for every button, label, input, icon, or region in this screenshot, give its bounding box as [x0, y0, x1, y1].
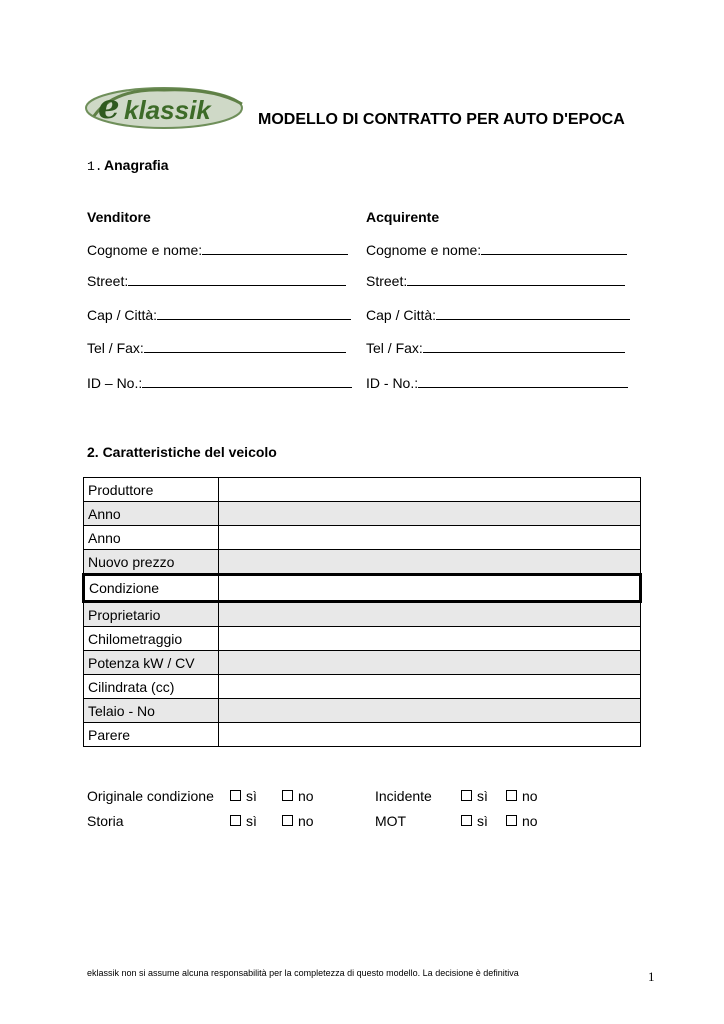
buyer-city-field[interactable]: Cap / Città:	[366, 307, 630, 323]
row-label: Anno	[84, 502, 219, 526]
row-value-cell[interactable]	[219, 526, 641, 550]
row-label: Chilometraggio	[84, 627, 219, 651]
originale-no-checkbox[interactable]: no	[282, 788, 314, 804]
row-value-cell[interactable]	[219, 575, 641, 602]
incidente-yes-checkbox[interactable]: sì	[461, 788, 488, 804]
checkbox-icon	[282, 815, 293, 826]
row-label: Parere	[84, 723, 219, 747]
buyer-id-field[interactable]: ID - No.:	[366, 375, 628, 391]
table-row	[84, 478, 641, 502]
checkbox-icon	[461, 790, 472, 801]
footer-disclaimer: eklassik non si assume alcuna responsabilità per la completezza di questo modello. La decisione è definitiva	[87, 968, 519, 978]
table-row	[84, 675, 641, 699]
row-value-cell[interactable]	[219, 651, 641, 675]
row-value-cell[interactable]	[219, 602, 641, 627]
checkbox-icon	[506, 790, 517, 801]
seller-name-field[interactable]: Cognome e nome:	[87, 242, 348, 258]
row-label: Anno	[84, 526, 219, 550]
storia-yes-checkbox[interactable]: sì	[230, 813, 257, 829]
row-label: Nuovo prezzo	[84, 550, 219, 575]
table-row-highlighted	[84, 575, 641, 602]
option-label-mot: MOT	[375, 813, 407, 829]
table-row	[84, 526, 641, 550]
row-value-cell[interactable]	[219, 627, 641, 651]
table-row	[84, 602, 641, 627]
table-row	[84, 651, 641, 675]
option-label-storia: Storia	[87, 813, 124, 829]
page-number: 1	[648, 969, 655, 984]
buyer-street-field[interactable]: Street:	[366, 273, 625, 289]
buyer-heading: Acquirente	[366, 209, 440, 225]
svg-text:klassik: klassik	[124, 95, 211, 125]
svg-text:e: e	[98, 87, 120, 127]
option-label-originale: Originale condizione	[87, 788, 214, 804]
row-value-cell[interactable]	[219, 723, 641, 747]
checkbox-icon	[461, 815, 472, 826]
row-label: Telaio - No	[84, 699, 219, 723]
option-label-incidente: Incidente	[375, 788, 432, 804]
seller-street-field[interactable]: Street:	[87, 273, 346, 289]
seller-city-field[interactable]: Cap / Città:	[87, 307, 351, 323]
row-value-cell[interactable]	[219, 699, 641, 723]
table-row	[84, 723, 641, 747]
mot-yes-checkbox[interactable]: sì	[461, 813, 488, 829]
table-row	[84, 502, 641, 526]
section-2-title: 2. Caratteristiche del veicolo	[87, 444, 277, 460]
buyer-tel-field[interactable]: Tel / Fax:	[366, 340, 625, 356]
seller-id-field[interactable]: ID – No.:	[87, 375, 352, 391]
row-value-cell[interactable]	[219, 502, 641, 526]
row-label: Condizione	[84, 575, 219, 602]
checkbox-icon	[282, 790, 293, 801]
row-label: Proprietario	[84, 602, 219, 627]
row-value-cell[interactable]	[219, 550, 641, 575]
section-1-title: Anagrafia	[104, 157, 169, 173]
table-row	[84, 550, 641, 575]
seller-heading: Venditore	[87, 209, 151, 225]
section-1-number: 1.	[87, 159, 103, 174]
row-value-cell[interactable]	[219, 478, 641, 502]
mot-no-checkbox[interactable]: no	[506, 813, 538, 829]
table-row	[84, 627, 641, 651]
vehicle-table	[82, 477, 642, 747]
checkbox-icon	[230, 790, 241, 801]
document-title: MODELLO DI CONTRATTO PER AUTO D'EPOCA	[258, 111, 625, 128]
checkbox-icon	[230, 815, 241, 826]
seller-tel-field[interactable]: Tel / Fax:	[87, 340, 346, 356]
row-label: Potenza kW / CV	[84, 651, 219, 675]
eklassik-logo	[84, 82, 250, 130]
table-row	[84, 699, 641, 723]
incidente-no-checkbox[interactable]: no	[506, 788, 538, 804]
checkbox-icon	[506, 815, 517, 826]
storia-no-checkbox[interactable]: no	[282, 813, 314, 829]
row-label: Produttore	[84, 478, 219, 502]
row-label: Cilindrata (cc)	[84, 675, 219, 699]
originale-yes-checkbox[interactable]: sì	[230, 788, 257, 804]
row-value-cell[interactable]	[219, 675, 641, 699]
buyer-name-field[interactable]: Cognome e nome:	[366, 242, 627, 258]
